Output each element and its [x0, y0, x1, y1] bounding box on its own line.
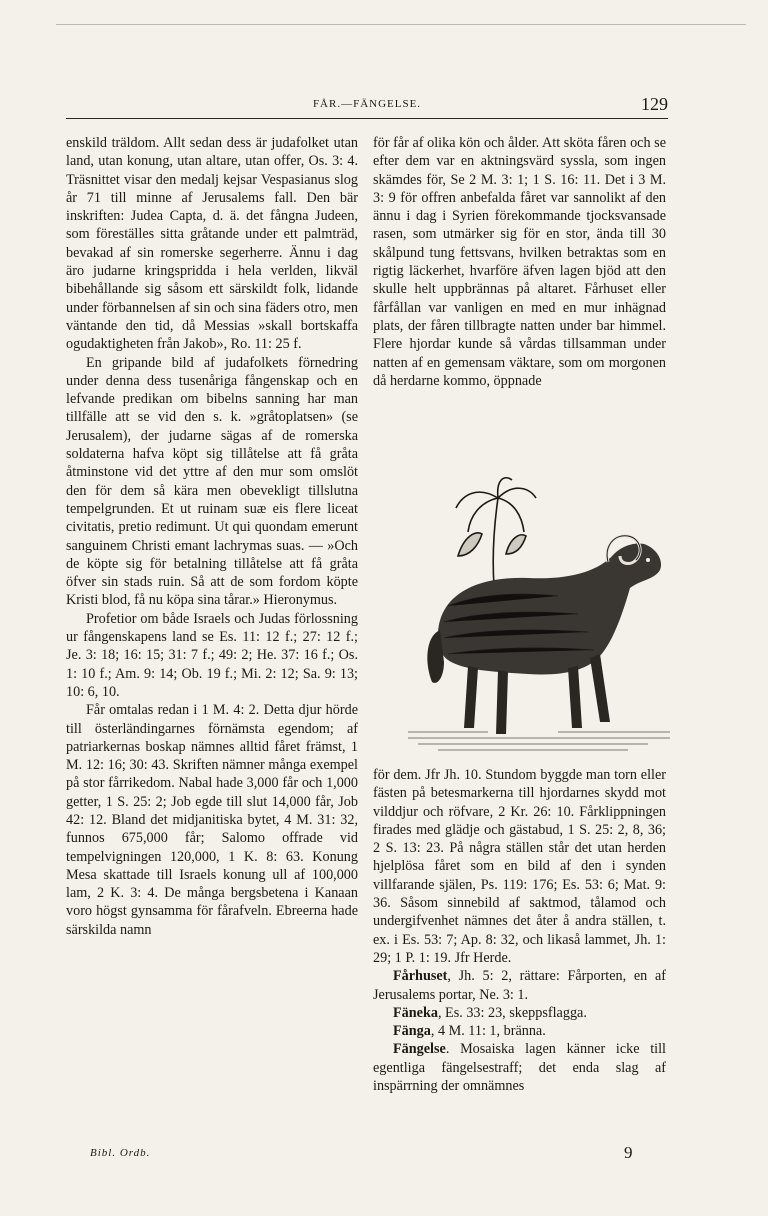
entry-faneka [373, 1004, 666, 1022]
ground-hatching [408, 732, 670, 750]
headword: Fänga [393, 1023, 431, 1040]
paragraph-sheepfold: för dem. Jfr Jh. 10. Stundom byggde man torn eller fästen på betesmarkerna till hjordarnes skydd mot vilddjur och röfvare, 2 Kr. 26: 10. Fårklippningen firades med glädje och gästabud, 1 S. 25: 2, 8, 36; 2 S. 13: 23. På några ställen står det utan herden hjelplösa fåret som en bild af den i synden villfarande själen, Ps. 119: 176; Es. 53: 6; Mat. 9: 36. Såsom sinnebild af saktmod, tålamod och undergifvenhet nämnes det åter å andra ställen, t. ex. i Es. 53: 7; Ap. 8: 32, och likaså lammet, Jh. 1: 29; 1 P. 1: 19. Jfr Herde. [373, 767, 666, 966]
page-number: 129 [641, 94, 668, 114]
entry-fangelse [373, 1040, 666, 1095]
top-rule [56, 24, 746, 25]
headword: Fårhuset [393, 968, 448, 985]
paragraph-wailing-place: En gripande bild af judafolkets förnedring under denna dess tusenåriga fångenskap och en lefvande predikan om bibelns sanning har man tillfälle att se vid den s. k. »gråtoplatsen» (se Jerusalem), der judarne sägas af de romerska soldaterna hafva köpt sig tillåtelse att få gråta åtminstone vid det yttre af den mur som omslöt den för dem så kära men obevekligt tillslutna tempelgrunden. Et ut ruinam suæ eis flere liceat civitatis, pretio redimunt. Ut qui quondam emerunt sanguinem Christi emant lachrymas suas. — »Och de köpte sig för betalning tillåtelse att få gråta öfver sin stads ruin. Så att de som fordom köpte Kristi blod, få nu köpa sina tårar.» Hieronymus. [66, 354, 358, 609]
paragraph-prophecies: Profetior om både Israels och Judas förlossning ur fångenskapens land se Es. 11: 12 f.; 27: 12 f.; Je. 3: 18; 16: 15; 31: 7 f.; 49: 2; He. 37: 16 f.; Os. 1: 10 f.; Am. 9: 14; Ob. 19 f.; Mi. 2: 12; Sa. 9: 13; 10: 6, 10. [66, 610, 358, 700]
entry-text: , Jh. 5: 2, rättare: Fårporten, en af Jerusalems portar, Ne. 3: 1. [373, 968, 666, 1003]
paragraph-sheep-continued: för får af olika kön och ålder. Att sköta fåren och se efter dem var en aktningsvärd syssla, som ingen skämdes för, Se 2 M. 3: 1; 1 S. 16: 11. Det i 3 M. 3: 9 för offren anbefalda fåret var sannolikt af den ännu i dag i Syrien förekommande tjocksvansade rasen, som utmärker sig för en stor, ända till 30 skålpund tung fettsvans, hvilken betraktas som en rigtig läckerhet, hvarföre äfven lagen bjöd att den skulle helt uppbrännas på altaret. Fårhuset eller fårfållan var vanligen en med en mur inhägnad plats, der fåren tillbragte natten under bar himmel. Flere hjordar kunde så vårdas tillsamman under natten af en gemensam väktare, som om morgonen då herdarne kommo, öppnade [373, 135, 666, 389]
running-title: FÅR.—FÄNGELSE. [312, 98, 422, 110]
entry-fanga [373, 1022, 666, 1040]
entry-text: . Mosaiska lagen känner icke till egentliga fängelsestraff; det enda slag af inspärrning der omnämnes [373, 1041, 666, 1095]
right-column-top [373, 134, 666, 464]
paragraph-captivity: enskild träldom. Allt sedan dess är judafolket utan land, utan konung, utan altare, utan offer, Os. 3: 4. Träsnittet visar den medalj kejsar Vespasianus slog år 71 till minne af Jerusalems fall. Den bär inskriften: Judea Capta, d. ä. det fångna Judeen, som föreställes sitta gråtande under ett palmträd, bevakad af sin romerske segerherre. Ännu i dag äro judarne kringspridda i hela verlden, likväl bibehållande sig såsom ett särskildt folk, lidande under förbannelsen af sin och sina fäders otro, men väntande den tid, då Messias »skall bortskaffa ogudaktigheten från Jakob», Ro. 11: 25 f. [66, 135, 358, 353]
ram-body [427, 536, 661, 734]
entry-list [373, 967, 666, 1095]
paragraph-sheep: Får omtalas redan i 1 M. 4: 2. Detta djur hörde till österländingarnes förnämsta egendom; af patriarkernas boskap nämnes alltid fåret främst, 1 M. 12: 16; 30: 43. Skriften nämner många exempel på stor fårrikedom. Nabal hade 3,000 får och 1,000 getter, 1 S. 25: 2; Job egde till slut 14,000 får, Job 42: 12. Bland det midjanitiska bytet, 4 M. 31: 32, funnos 675,000 får; Salomo offrade vid tempelvigningen 120,000, 1 K. 8: 63. Konung Mesa skattade till Israels konung ull af 100,000 lam, 2 K. 3: 4. De många bergsbetena i Kanaan voro högst gynsamma för fårafveln. Ebreerna hade särskilda namn [66, 702, 358, 938]
footer-sheet-number: 9 [624, 1143, 633, 1162]
page-header [66, 96, 668, 119]
headword: Fängelse [393, 1041, 446, 1058]
footer-signature: Bibl. Ordb. [90, 1147, 151, 1159]
right-column-bottom [373, 766, 666, 1095]
entry-text: , Es. 33: 23, skeppsflagga. [437, 1004, 587, 1021]
ram-illustration [408, 476, 670, 754]
palm-tree-icon [456, 478, 536, 586]
entry-text: , 4 M. 11: 1, bränna. [430, 1023, 546, 1040]
left-column [66, 134, 358, 939]
headword: Fäneka [393, 1004, 438, 1021]
entry-farhuset [373, 967, 666, 1004]
